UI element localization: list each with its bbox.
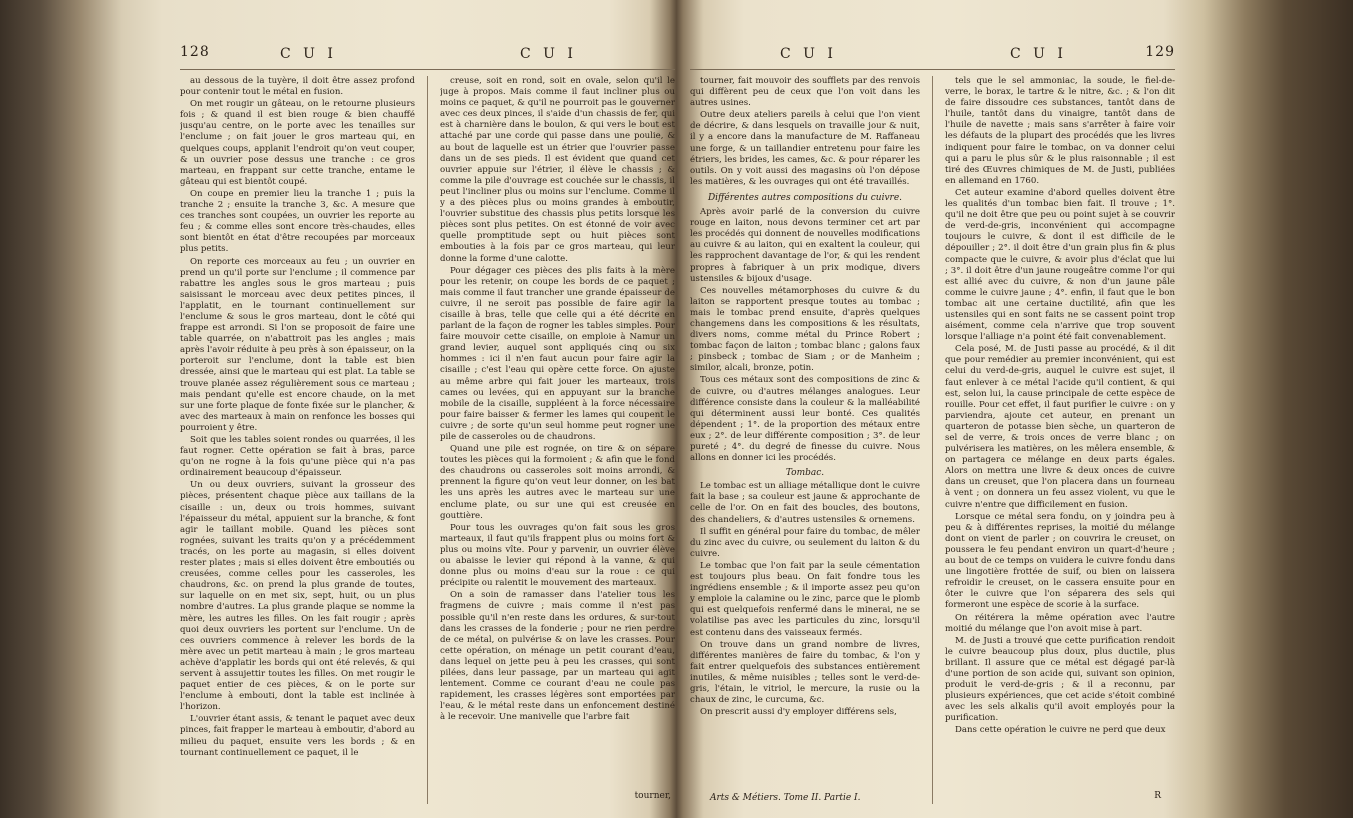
right-page-number: 129 xyxy=(1145,44,1175,60)
paragraph: Le tombac est un alliage métallique dont le cuivre fait la base ; sa couleur est jaune & approchante de celle de l'or. On en fait des boucles, des boutons, des chandeliers, & d'autres ustensiles & ornemens. xyxy=(690,481,920,525)
paragraph: Un ou deux ouvriers, suivant la grosseur des pièces, présentent chaque pièce aux taillans de la cisaille : un, deux ou trois hommes, suivant l'épaisseur du métal, appuient sur la branche, & font agir le taillant mobile. Quand les pièces sont rognées, suivant les traits qu'on y a précédemment tracés, on les porte au magasin, si elles doivent rester plates ; mais si elles doivent être emboutiés ou creusées, comme celles pour les casseroles, les chaudrons, &c. on prend la plus grande de toutes, sur laquelle on en met six, sept, huit, ou un plus nombre d'autres. La plus grande plaque se nomme la mère, les autres les filles. On les fait rougir ; après quoi deux ouvriers les portent sur l'enclume. Un de ces ouvriers commence à relever les bords de la mère avec un petit marteau à main ; le gros marteau achève d'applatir les bords qui ont été relevés, & qui servent à assujettir toutes les filles. On met rougir le paquet entier de ces pièces, & on le porte sur l'enclume à embouti, dont la table est inclinée à l'horizon. xyxy=(180,480,415,713)
paragraph: Ces nouvelles métamorphoses du cuivre & du laiton se rapportent presque toutes au tombac ; mais le tombac prend ensuite, d'après quelques changemens dans les compositions & les résultats, divers noms, comme métal du Prince Robert ; tombac façon de laiton ; tombac blanc ; galons faux ; pinsbeck ; tombac de Siam ; or de Manheim ; similor, alcali, bronze, potin. xyxy=(690,285,920,374)
column-rule xyxy=(427,76,428,804)
paragraph: M. de Justi a trouvé que cette purification rendoit le cuivre beaucoup plus doux, plus ductile, plus brillant. Il assure que ce métal est dégagé par-là d'une portion de son acide qui, suivant son opinion, produit le verd-de-gris ; & il a reconnu, par plusieurs expériences, que cet acide s'étoit combiné avec les sels alkalis qu'il avoit employés pour la purification. xyxy=(945,635,1175,724)
paragraph: Cela posé, M. de Justi passe au procédé, & il dit que pour remédier au premier inconvénient, qui est celui du verd-de-gris, auquel le cuivre est sujet, il faut enlever à ce métal l'acide qu'il contient, & qui est, selon lui, la cause principale de cette espèce de rouille. Pour cet effet, il faut purifier le cuivre : on y parviendra, ajoute cet auteur, en prenant un quarteron de potasse bien sèche, un quarteron de sel de verre, & trois onces de verre blanc ; on pulvérisera les matières, on les mêlera ensemble, & on partagera ce mélange en deux parts égales. Alors on mettra une livre & deux onces de cuivre dans un creuset, que l'on placera dans un fourneau à vent ; on donnera un feu assez violent, vu que le cuivre n'entre que difficilement en fusion. xyxy=(945,344,1175,510)
paragraph: Il suffit en général pour faire du tombac, de mêler du zinc avec du cuivre, ou seulement du laiton & du cuivre. xyxy=(690,526,920,559)
paragraph: On reporte ces morceaux au feu ; un ouvrier en prend un qu'il porte sur l'enclume ; il commence par rabattre les angles sous le gros marteau ; puis saisissant le morceau avec deux petites pinces, il l'applatit, en le tournant continuellement sur l'enclume & sous le gros marteau, dont le côté qui frappe est arrondi. Si l'on se proposoit de faire une table quarrée, on n'abattroit pas les angles ; mais après l'avoir réduite à peu près à son épaisseur, on la porteroit sur l'enclume, dont la table est bien dressée, ainsi que le marteau qui est plat. La table se trouve planée assez régulièrement sous ce marteau ; mais pendant qu'elle est encore chaude, on la met sur une forte plaque de fonte fixée sur le plancher, & avec des marteaux à main on renfonce les bosses qui pourroient y être. xyxy=(180,256,415,433)
section-heading: Différentes autres compositions du cuivre. xyxy=(707,192,903,203)
right-column-1 xyxy=(690,76,920,804)
left-page-number: 128 xyxy=(180,44,210,60)
paragraph: Dans cette opération le cuivre ne perd que deux xyxy=(955,725,1166,736)
column-rule xyxy=(932,76,933,804)
right-running-head xyxy=(690,40,1175,70)
paragraph: On réitérera la même opération avec l'autre moitié du mélange que l'on avoit mise à part. xyxy=(945,612,1175,634)
signature-line: Arts & Métiers. Tome II. Partie I. xyxy=(710,792,861,803)
paragraph: Soit que les tables soient rondes ou quarrées, il les faut rogner. Cette opération se fait à bras, parce qu'on ne rogne à la fois qu'une pièce qui n'a pas ordinairement beaucoup d'épaisseur. xyxy=(180,435,415,479)
right-head-title-2: C U I xyxy=(1010,46,1067,62)
paragraph: Cet auteur examine d'abord quelles doivent être les qualités d'un tombac bien fait. Il trouve ; 1°. qu'il ne doit être que peu ou point sujet à se couvrir de verd-de-gris, inconvénient qui accompagne toujours le cuivre, & dont il est difficile de le dépouiller ; 2°. il doit être d'un grain plus fin & plus compacte que le cuivre, & avoir plus d'éclat que lui ; 3°. il doit être d'un jaune rougeâtre comme l'or qui est allié avec du cuivre, & non d'un jaune pâle comme le cuivre jaune ; 4°. enfin, il faut que le bon tombac ait une certaine ductilité, afin que les ustensiles qui en sont faits ne se cassent point trop aisément, comme cela n'arrive que trop souvent lorsque l'alliage n'a point été fait convenablement. xyxy=(945,187,1175,343)
left-head-title-2: C U I xyxy=(520,46,577,62)
paragraph: Quand une pile est rognée, on tire & on sépare toutes les pièces qui la formoient ; & afin que le fond des chaudrons ou casseroles soit moins arrondi, & prennent la figure qu'on veut leur donner, on les bat les uns après les autres avec le marteau sur une enclume plate, ou sur une qui est creusée en gouttière. xyxy=(440,444,675,521)
left-head-title-1: C U I xyxy=(280,46,337,62)
paragraph: tourner, fait mouvoir des soufflets par des renvois qui diffèrent peu de ceux que l'on voit dans les autres usines. xyxy=(690,76,920,109)
paragraph: tels que le sel ammoniac, la soude, le fiel-de-verre, le borax, le tartre & le nitre, &c. ; & l'on dit de faire dissoudre ces substances, tantôt dans de l'huile, tantôt dans du vinaigre, tantôt dans de l'huile de navette ; mais sans s'arrêter à faire voir les défauts de la plupart des procédés que les livres indiquent pour faire le tombac, on va donner celui qui a paru le plus sûr & le plus raisonnable ; il est tiré des Œuvres chimiques de M. de Justi, publiées en allemand en 1760. xyxy=(945,76,1175,186)
paragraph: On a soin de ramasser dans l'atelier tous les fragmens de cuivre ; mais comme il n'est pas possible qu'il n'en reste dans les ordures, & sur-tout dans les crasses de la fonderie ; pour ne rien perdre de ce métal, on pulvérise & on lave les crasses. Pour cette opération, on ménage un petit courant d'eau, dans lequel on jette peu à peu les crasses, qui sont pilées, dans leur passage, par un marteau qui agit lentement. Comme ce courant d'eau ne coule pas rapidement, les crasses légères sont emportées par l'eau, & le métal reste dans un enfoncement destiné à le recevoir. Une manivelle que l'arbre fait xyxy=(440,590,675,723)
right-page xyxy=(690,40,1175,810)
paragraph: Après avoir parlé de la conversion du cuivre rouge en laiton, nous devons terminer cet art par les procédés qui donnent de nouvelles modifications au cuivre & au laiton, qui en exaltent la couleur, qui les rapprochent davantage de l'or, & qui les rendent propres à fabriquer à un prix modique, divers ustensiles & bijoux d'usage. xyxy=(690,207,920,284)
paragraph: On met rougir un gâteau, on le retourne plusieurs fois ; & quand il est bien rouge & bien chauffé jusqu'au centre, on le porte avec les tenailles sur l'enclume ; on fait jouer le gros marteau qui, en quelques coups, applanit l'endroit qu'on veut couper, & un ouvrier pose dessus une tranche : ce gros marteau, en frappant sur cette tranche, entame le gâteau qui est bientôt coupé. xyxy=(180,99,415,187)
catchword: tourner, xyxy=(634,790,671,801)
signature-mark: R xyxy=(1154,790,1161,801)
section-heading: Tombac. xyxy=(785,468,825,479)
paragraph: Outre deux ateliers pareils à celui que l'on vient de décrire, & dans lesquels on travaille jour & nuit, il y a encore dans la manufacture de M. Raffaneau une forge, & un taillandier entretenu pour faire les étriers, les brides, les cames, &c. & pour réparer les outils. On y voit aussi des magasins où l'on dépose les matières, & les ouvrages qui ont été travaillés. xyxy=(690,110,920,187)
paragraph: Tous ces métaux sont des compositions de zinc & de cuivre, ou d'autres mélanges analogues. Leur différence consiste dans la couleur & la malléabilité qui déterminent aussi leur bonté. Ces qualités dépendent ; 1°. de la proportion des métaux entre eux ; 2°. de leur différente composition ; 3°. de leur pureté ; 4°. du degré de finesse du cuivre. Nous allons en donner ici les procédés. xyxy=(690,375,920,464)
left-page xyxy=(180,40,675,810)
paragraph: creuse, soit en rond, soit en ovale, selon qu'il le juge à propos. Mais comme il faut incliner plus ou moins ce paquet, & qu'il ne pourroit pas le gouverner avec ces deux pinces, il s'aide d'un chassis de fer, qui est à charnière dans le boulon, & qui vers le bout est attaché par une corde qui passe dans une poulie, & au bout de laquelle est un étrier que l'ouvrier passe dans un de ses pieds. Il est évident que quand cet ouvrier appuie sur l'étrier, il élève le chassis ; & comme la pile d'ouvrage est couchée sur le chassis, il peut l'incliner plus ou moins sur l'enclume. Comme il y a des pièces plus ou moins grandes à emboutir, l'ouvrier substitue des chassis plus petits lorsque les pièces sont plus petites. On est étonné de voir avec quelle promptitude sept ou huit pièces sont embouties à la fois par ce gros marteau, qui leur donne la forme d'une calotte. xyxy=(440,76,675,264)
paragraph: On trouve dans un grand nombre de livres, différentes manières de faire du tombac, & l'on y fait entrer quelquefois des substances entièrement inutiles, & même nuisibles ; telles sont le verd-de-gris, l'étain, le vitriol, le mercure, la rusie ou la chaux de zinc, le curcuma, &c. xyxy=(690,639,920,706)
right-column-2 xyxy=(945,76,1175,804)
paragraph: au dessous de la tuyère, il doit être assez profond pour contenir tout le métal en fusion. xyxy=(180,76,415,98)
left-running-head xyxy=(180,40,675,70)
right-head-title-1: C U I xyxy=(780,46,837,62)
left-column-2 xyxy=(440,76,675,804)
paragraph: Pour tous les ouvrages qu'on fait sous les gros marteaux, il faut qu'ils frappent plus ou moins fort & plus ou moins vîte. Pour y parvenir, un ouvrier élève ou abaisse le levier qui répond à la vanne, & qui donne plus ou moins d'eau sur la roue : ce qui précipite ou ralentit le mouvement des marteaux. xyxy=(440,522,675,589)
paragraph: Lorsque ce métal sera fondu, on y joindra peu à peu & à différentes reprises, la moitié du mélange dont on vient de parler ; on couvrira le creuset, on poussera le feu pendant environ un quart-d'heure ; au bout de ce temps on vuidera le cuivre fondu dans une lingotière frottée de suif, ou bien on laissera refroidir le creuset, on le cassera ensuite pour en ôter le cuivre que l'on séparera des sels qui formeront une espèce de scorie à la surface. xyxy=(945,511,1175,611)
left-column-1 xyxy=(180,76,415,804)
paragraph: On coupe en premier lieu la tranche 1 ; puis la tranche 2 ; ensuite la tranche 3, &c. A mesure que ces tranches sont coupées, un ouvrier les reporte au feu ; & comme elles sont encore très-chaudes, elles sont bientôt en état d'être recoupées par morceaux plus petits. xyxy=(180,188,415,255)
paragraph: On prescrit aussi d'y employer différens sels, xyxy=(700,707,897,718)
paragraph: L'ouvrier étant assis, & tenant le paquet avec deux pinces, fait frapper le marteau à emboutir, d'abord au milieu du paquet, ensuite vers les bords ; & en tournant continuellement ce paquet, il le xyxy=(180,714,415,758)
paragraph: Le tombac que l'on fait par la seule cémentation est toujours plus beau. On fait fondre tous les ingrédiens ensemble ; & il importe assez peu qu'on y emploie la calamine ou le zinc, parce que le plomb qui est quelquefois renfermé dans le minerai, ne se volatilise pas avec les particules du zinc, lorsqu'il est contenu dans des vaisseaux fermés. xyxy=(690,560,920,638)
paragraph: Pour dégager ces pièces des plis faits à la mère pour les retenir, on coupe les bords de ce paquet ; mais comme il faut trancher une grande épaisseur de cuivre, il ne seroit pas possible de faire agir la cisaille à bras, telle que celle qui a été décrite en parlant de la façon de rogner les tables simples. Pour faire mouvoir cette cisaille, on emploie à Namur un grand levier, auquel sont appliqués cinq ou six hommes : ici il n'en faut aucun pour faire agir la cisaille ; c'est l'eau qui opère cette force. On ajuste au même arbre qui fait jouer les marteaux, trois cames ou levées, qui en appuyant sur la branche mobile de la cisaille, suppléent à la force nécessaire pour faire baisser & fermer les lames qui coupent le cuivre ; de sorte qu'un seul homme peut rogner une pile de casseroles ou de chaudrons. xyxy=(440,265,675,442)
